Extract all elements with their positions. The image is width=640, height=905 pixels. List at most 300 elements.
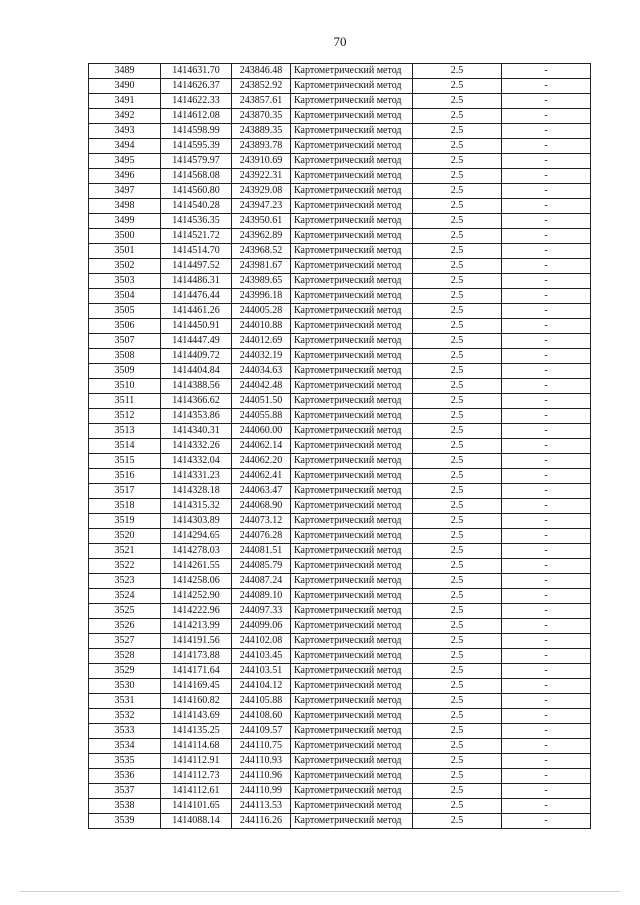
method-cell: Картометрический метод	[291, 799, 413, 814]
note-cell: -	[502, 529, 591, 544]
accuracy-cell: 2.5	[413, 64, 502, 79]
point-number-cell: 3528	[89, 649, 161, 664]
method-cell: Картометрический метод	[291, 244, 413, 259]
method-cell: Картометрический метод	[291, 79, 413, 94]
accuracy-cell: 2.5	[413, 619, 502, 634]
method-cell: Картометрический метод	[291, 544, 413, 559]
x-coordinate-cell: 1414252.90	[161, 589, 232, 604]
method-cell: Картометрический метод	[291, 499, 413, 514]
point-number-cell: 3526	[89, 619, 161, 634]
point-number-cell: 3537	[89, 784, 161, 799]
table-row	[89, 244, 591, 259]
point-number-cell: 3500	[89, 229, 161, 244]
point-number-cell: 3523	[89, 574, 161, 589]
accuracy-cell: 2.5	[413, 454, 502, 469]
x-coordinate-cell: 1414088.14	[161, 814, 232, 829]
method-cell: Картометрический метод	[291, 139, 413, 154]
x-coordinate-cell: 1414331.23	[161, 469, 232, 484]
x-coordinate-cell: 1414112.61	[161, 784, 232, 799]
table-row	[89, 199, 591, 214]
y-coordinate-cell: 244097.33	[232, 604, 291, 619]
point-number-cell: 3495	[89, 154, 161, 169]
note-cell: -	[502, 559, 591, 574]
point-number-cell: 3504	[89, 289, 161, 304]
table-row	[89, 439, 591, 454]
note-cell: -	[502, 619, 591, 634]
y-coordinate-cell: 244034.63	[232, 364, 291, 379]
note-cell: -	[502, 139, 591, 154]
accuracy-cell: 2.5	[413, 799, 502, 814]
point-number-cell: 3491	[89, 94, 161, 109]
table-row	[89, 604, 591, 619]
table-row	[89, 319, 591, 334]
table-row	[89, 109, 591, 124]
point-number-cell: 3498	[89, 199, 161, 214]
point-number-cell: 3510	[89, 379, 161, 394]
y-coordinate-cell: 244063.47	[232, 484, 291, 499]
x-coordinate-cell: 1414112.73	[161, 769, 232, 784]
x-coordinate-cell: 1414486.31	[161, 274, 232, 289]
accuracy-cell: 2.5	[413, 214, 502, 229]
note-cell: -	[502, 169, 591, 184]
x-coordinate-cell: 1414169.45	[161, 679, 232, 694]
note-cell: -	[502, 709, 591, 724]
note-cell: -	[502, 319, 591, 334]
point-number-cell: 3509	[89, 364, 161, 379]
method-cell: Картометрический метод	[291, 574, 413, 589]
y-coordinate-cell: 243922.31	[232, 169, 291, 184]
method-cell: Картометрический метод	[291, 169, 413, 184]
y-coordinate-cell: 244103.45	[232, 649, 291, 664]
y-coordinate-cell: 243870.35	[232, 109, 291, 124]
y-coordinate-cell: 243846.48	[232, 64, 291, 79]
accuracy-cell: 2.5	[413, 694, 502, 709]
x-coordinate-cell: 1414340.31	[161, 424, 232, 439]
table-row	[89, 169, 591, 184]
method-cell: Картометрический метод	[291, 274, 413, 289]
table-row	[89, 784, 591, 799]
x-coordinate-cell: 1414135.25	[161, 724, 232, 739]
x-coordinate-cell: 1414540.28	[161, 199, 232, 214]
table-row	[89, 139, 591, 154]
accuracy-cell: 2.5	[413, 559, 502, 574]
table-row	[89, 409, 591, 424]
method-cell: Картометрический метод	[291, 289, 413, 304]
note-cell: -	[502, 394, 591, 409]
table-row	[89, 454, 591, 469]
note-cell: -	[502, 424, 591, 439]
y-coordinate-cell: 244005.28	[232, 304, 291, 319]
table-row	[89, 499, 591, 514]
accuracy-cell: 2.5	[413, 574, 502, 589]
note-cell: -	[502, 784, 591, 799]
point-number-cell: 3533	[89, 724, 161, 739]
table-row	[89, 769, 591, 784]
note-cell: -	[502, 349, 591, 364]
method-cell: Картометрический метод	[291, 619, 413, 634]
accuracy-cell: 2.5	[413, 529, 502, 544]
accuracy-cell: 2.5	[413, 409, 502, 424]
method-cell: Картометрический метод	[291, 64, 413, 79]
point-number-cell: 3522	[89, 559, 161, 574]
note-cell: -	[502, 574, 591, 589]
point-number-cell: 3534	[89, 739, 161, 754]
note-cell: -	[502, 514, 591, 529]
accuracy-cell: 2.5	[413, 469, 502, 484]
x-coordinate-cell: 1414173.88	[161, 649, 232, 664]
accuracy-cell: 2.5	[413, 709, 502, 724]
note-cell: -	[502, 244, 591, 259]
point-number-cell: 3521	[89, 544, 161, 559]
accuracy-cell: 2.5	[413, 304, 502, 319]
accuracy-cell: 2.5	[413, 199, 502, 214]
coordinates-table	[88, 63, 591, 829]
accuracy-cell: 2.5	[413, 184, 502, 199]
method-cell: Картометрический метод	[291, 349, 413, 364]
method-cell: Картометрический метод	[291, 184, 413, 199]
x-coordinate-cell: 1414332.04	[161, 454, 232, 469]
y-coordinate-cell: 244010.88	[232, 319, 291, 334]
table-row	[89, 514, 591, 529]
point-number-cell: 3511	[89, 394, 161, 409]
note-cell: -	[502, 739, 591, 754]
note-cell: -	[502, 124, 591, 139]
y-coordinate-cell: 244055.88	[232, 409, 291, 424]
y-coordinate-cell: 243889.35	[232, 124, 291, 139]
method-cell: Картометрический метод	[291, 604, 413, 619]
note-cell: -	[502, 469, 591, 484]
y-coordinate-cell: 243852.92	[232, 79, 291, 94]
note-cell: -	[502, 334, 591, 349]
y-coordinate-cell: 244113.53	[232, 799, 291, 814]
accuracy-cell: 2.5	[413, 814, 502, 829]
y-coordinate-cell: 244110.75	[232, 739, 291, 754]
accuracy-cell: 2.5	[413, 484, 502, 499]
table-row	[89, 484, 591, 499]
x-coordinate-cell: 1414366.62	[161, 394, 232, 409]
point-number-cell: 3518	[89, 499, 161, 514]
note-cell: -	[502, 379, 591, 394]
y-coordinate-cell: 244073.12	[232, 514, 291, 529]
table-row	[89, 379, 591, 394]
note-cell: -	[502, 589, 591, 604]
point-number-cell: 3519	[89, 514, 161, 529]
method-cell: Картометрический метод	[291, 694, 413, 709]
method-cell: Картометрический метод	[291, 334, 413, 349]
y-coordinate-cell: 244042.48	[232, 379, 291, 394]
method-cell: Картометрический метод	[291, 724, 413, 739]
table-row	[89, 214, 591, 229]
table-row	[89, 424, 591, 439]
y-coordinate-cell: 244076.28	[232, 529, 291, 544]
x-coordinate-cell: 1414101.65	[161, 799, 232, 814]
x-coordinate-cell: 1414536.35	[161, 214, 232, 229]
table-row	[89, 634, 591, 649]
table-row	[89, 259, 591, 274]
y-coordinate-cell: 243989.65	[232, 274, 291, 289]
accuracy-cell: 2.5	[413, 589, 502, 604]
accuracy-cell: 2.5	[413, 154, 502, 169]
accuracy-cell: 2.5	[413, 229, 502, 244]
method-cell: Картометрический метод	[291, 409, 413, 424]
accuracy-cell: 2.5	[413, 379, 502, 394]
note-cell: -	[502, 484, 591, 499]
method-cell: Картометрический метод	[291, 394, 413, 409]
x-coordinate-cell: 1414622.33	[161, 94, 232, 109]
note-cell: -	[502, 94, 591, 109]
accuracy-cell: 2.5	[413, 754, 502, 769]
y-coordinate-cell: 243950.61	[232, 214, 291, 229]
method-cell: Картометрический метод	[291, 679, 413, 694]
x-coordinate-cell: 1414404.84	[161, 364, 232, 379]
x-coordinate-cell: 1414560.80	[161, 184, 232, 199]
point-number-cell: 3507	[89, 334, 161, 349]
note-cell: -	[502, 799, 591, 814]
method-cell: Картометрический метод	[291, 94, 413, 109]
y-coordinate-cell: 244012.69	[232, 334, 291, 349]
accuracy-cell: 2.5	[413, 649, 502, 664]
point-number-cell: 3501	[89, 244, 161, 259]
y-coordinate-cell: 244062.41	[232, 469, 291, 484]
point-number-cell: 3492	[89, 109, 161, 124]
y-coordinate-cell: 244110.99	[232, 784, 291, 799]
x-coordinate-cell: 1414461.26	[161, 304, 232, 319]
note-cell: -	[502, 184, 591, 199]
table-row	[89, 814, 591, 829]
note-cell: -	[502, 679, 591, 694]
note-cell: -	[502, 259, 591, 274]
y-coordinate-cell: 243929.08	[232, 184, 291, 199]
point-number-cell: 3536	[89, 769, 161, 784]
x-coordinate-cell: 1414447.49	[161, 334, 232, 349]
y-coordinate-cell: 244103.51	[232, 664, 291, 679]
y-coordinate-cell: 244104.12	[232, 679, 291, 694]
note-cell: -	[502, 634, 591, 649]
accuracy-cell: 2.5	[413, 139, 502, 154]
note-cell: -	[502, 694, 591, 709]
x-coordinate-cell: 1414612.08	[161, 109, 232, 124]
x-coordinate-cell: 1414112.91	[161, 754, 232, 769]
method-cell: Картометрический метод	[291, 514, 413, 529]
note-cell: -	[502, 229, 591, 244]
point-number-cell: 3532	[89, 709, 161, 724]
point-number-cell: 3529	[89, 664, 161, 679]
table-row	[89, 754, 591, 769]
y-coordinate-cell: 244060.00	[232, 424, 291, 439]
point-number-cell: 3494	[89, 139, 161, 154]
accuracy-cell: 2.5	[413, 244, 502, 259]
table-row	[89, 619, 591, 634]
table-row	[89, 229, 591, 244]
accuracy-cell: 2.5	[413, 664, 502, 679]
note-cell: -	[502, 109, 591, 124]
x-coordinate-cell: 1414258.06	[161, 574, 232, 589]
table-row	[89, 394, 591, 409]
accuracy-cell: 2.5	[413, 349, 502, 364]
y-coordinate-cell: 244116.26	[232, 814, 291, 829]
y-coordinate-cell: 244102.08	[232, 634, 291, 649]
accuracy-cell: 2.5	[413, 364, 502, 379]
method-cell: Картометрический метод	[291, 229, 413, 244]
accuracy-cell: 2.5	[413, 334, 502, 349]
table-row	[89, 544, 591, 559]
method-cell: Картометрический метод	[291, 199, 413, 214]
accuracy-cell: 2.5	[413, 289, 502, 304]
table-row	[89, 184, 591, 199]
x-coordinate-cell: 1414409.72	[161, 349, 232, 364]
accuracy-cell: 2.5	[413, 634, 502, 649]
point-number-cell: 3499	[89, 214, 161, 229]
table-row	[89, 679, 591, 694]
method-cell: Картометрический метод	[291, 739, 413, 754]
note-cell: -	[502, 199, 591, 214]
point-number-cell: 3505	[89, 304, 161, 319]
x-coordinate-cell: 1414213.99	[161, 619, 232, 634]
note-cell: -	[502, 439, 591, 454]
method-cell: Картометрический метод	[291, 589, 413, 604]
table-row	[89, 364, 591, 379]
y-coordinate-cell: 244032.19	[232, 349, 291, 364]
accuracy-cell: 2.5	[413, 499, 502, 514]
y-coordinate-cell: 244089.10	[232, 589, 291, 604]
accuracy-cell: 2.5	[413, 169, 502, 184]
page-bottom-rule	[20, 891, 620, 892]
point-number-cell: 3535	[89, 754, 161, 769]
accuracy-cell: 2.5	[413, 784, 502, 799]
note-cell: -	[502, 649, 591, 664]
method-cell: Картометрический метод	[291, 784, 413, 799]
x-coordinate-cell: 1414514.70	[161, 244, 232, 259]
x-coordinate-cell: 1414631.70	[161, 64, 232, 79]
point-number-cell: 3497	[89, 184, 161, 199]
y-coordinate-cell: 243968.52	[232, 244, 291, 259]
x-coordinate-cell: 1414497.52	[161, 259, 232, 274]
note-cell: -	[502, 769, 591, 784]
point-number-cell: 3516	[89, 469, 161, 484]
point-number-cell: 3527	[89, 634, 161, 649]
y-coordinate-cell: 243947.23	[232, 199, 291, 214]
y-coordinate-cell: 244051.50	[232, 394, 291, 409]
accuracy-cell: 2.5	[413, 604, 502, 619]
method-cell: Картометрический метод	[291, 424, 413, 439]
point-number-cell: 3493	[89, 124, 161, 139]
y-coordinate-cell: 244110.96	[232, 769, 291, 784]
note-cell: -	[502, 664, 591, 679]
page-number: 70	[333, 34, 347, 49]
note-cell: -	[502, 304, 591, 319]
x-coordinate-cell: 1414171.64	[161, 664, 232, 679]
accuracy-cell: 2.5	[413, 514, 502, 529]
note-cell: -	[502, 814, 591, 829]
table-row	[89, 739, 591, 754]
point-number-cell: 3503	[89, 274, 161, 289]
table-row	[89, 589, 591, 604]
note-cell: -	[502, 454, 591, 469]
y-coordinate-cell: 243996.18	[232, 289, 291, 304]
note-cell: -	[502, 604, 591, 619]
y-coordinate-cell: 244068.90	[232, 499, 291, 514]
point-number-cell: 3489	[89, 64, 161, 79]
y-coordinate-cell: 244085.79	[232, 559, 291, 574]
method-cell: Картометрический метод	[291, 304, 413, 319]
table-row	[89, 649, 591, 664]
table-row	[89, 334, 591, 349]
y-coordinate-cell: 244062.20	[232, 454, 291, 469]
method-cell: Картометрический метод	[291, 649, 413, 664]
x-coordinate-cell: 1414315.32	[161, 499, 232, 514]
coordinates-table-body	[89, 64, 591, 829]
point-number-cell: 3512	[89, 409, 161, 424]
table-row	[89, 124, 591, 139]
accuracy-cell: 2.5	[413, 679, 502, 694]
x-coordinate-cell: 1414294.65	[161, 529, 232, 544]
method-cell: Картометрический метод	[291, 109, 413, 124]
point-number-cell: 3515	[89, 454, 161, 469]
y-coordinate-cell: 244099.06	[232, 619, 291, 634]
note-cell: -	[502, 724, 591, 739]
method-cell: Картометрический метод	[291, 379, 413, 394]
y-coordinate-cell: 244105.88	[232, 694, 291, 709]
x-coordinate-cell: 1414114.68	[161, 739, 232, 754]
table-row	[89, 64, 591, 79]
accuracy-cell: 2.5	[413, 94, 502, 109]
method-cell: Картометрический метод	[291, 814, 413, 829]
method-cell: Картометрический метод	[291, 439, 413, 454]
y-coordinate-cell: 243962.89	[232, 229, 291, 244]
table-row	[89, 289, 591, 304]
y-coordinate-cell: 243857.61	[232, 94, 291, 109]
x-coordinate-cell: 1414303.89	[161, 514, 232, 529]
method-cell: Картометрический метод	[291, 664, 413, 679]
point-number-cell: 3496	[89, 169, 161, 184]
x-coordinate-cell: 1414450.91	[161, 319, 232, 334]
table-row	[89, 529, 591, 544]
point-number-cell: 3508	[89, 349, 161, 364]
note-cell: -	[502, 499, 591, 514]
accuracy-cell: 2.5	[413, 259, 502, 274]
note-cell: -	[502, 289, 591, 304]
x-coordinate-cell: 1414222.96	[161, 604, 232, 619]
accuracy-cell: 2.5	[413, 439, 502, 454]
point-number-cell: 3531	[89, 694, 161, 709]
table-row	[89, 694, 591, 709]
x-coordinate-cell: 1414160.82	[161, 694, 232, 709]
note-cell: -	[502, 754, 591, 769]
accuracy-cell: 2.5	[413, 739, 502, 754]
table-row	[89, 574, 591, 589]
accuracy-cell: 2.5	[413, 769, 502, 784]
method-cell: Картометрический метод	[291, 454, 413, 469]
x-coordinate-cell: 1414261.55	[161, 559, 232, 574]
x-coordinate-cell: 1414568.08	[161, 169, 232, 184]
point-number-cell: 3490	[89, 79, 161, 94]
table-row	[89, 559, 591, 574]
x-coordinate-cell: 1414353.86	[161, 409, 232, 424]
y-coordinate-cell: 244110.93	[232, 754, 291, 769]
accuracy-cell: 2.5	[413, 319, 502, 334]
y-coordinate-cell: 244062.14	[232, 439, 291, 454]
note-cell: -	[502, 214, 591, 229]
method-cell: Картометрический метод	[291, 124, 413, 139]
method-cell: Картометрический метод	[291, 769, 413, 784]
method-cell: Картометрический метод	[291, 469, 413, 484]
note-cell: -	[502, 79, 591, 94]
point-number-cell: 3530	[89, 679, 161, 694]
method-cell: Картометрический метод	[291, 214, 413, 229]
point-number-cell: 3517	[89, 484, 161, 499]
note-cell: -	[502, 364, 591, 379]
note-cell: -	[502, 64, 591, 79]
